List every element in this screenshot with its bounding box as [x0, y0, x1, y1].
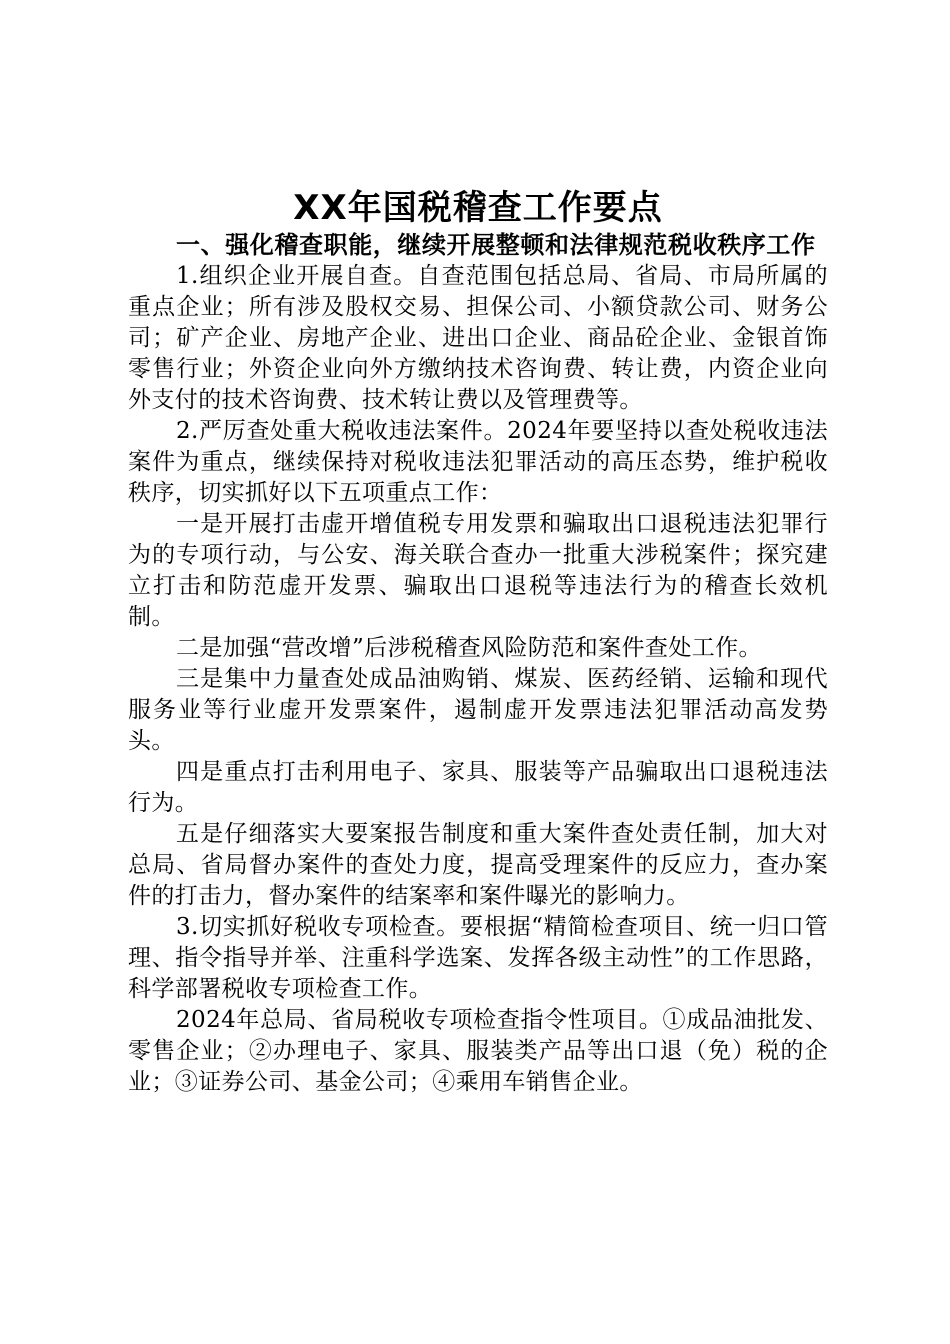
paragraph-task-three: 三是集中力量查处成品油购销、煤炭、医药经销、运输和现代服务业等行业虚开发票案件，遏制虚开发票违法犯罪活动高发势头。 — [128, 666, 828, 754]
paragraph-directive-items: 2024年总局、省局税收专项检查指令性项目。①成品油批发、零售企业；②办理电子、家具、服装类产品等出口退（免）税的企业；③证券公司、基金公司；④乘用车销售企业。 — [128, 1007, 828, 1095]
paragraph-task-five: 五是仔细落实大要案报告制度和重大案件查处责任制，加大对总局、省局督办案件的查处力度，提高受理案件的反应力，查办案件的打击力，督办案件的结案率和案件曝光的影响力。 — [128, 821, 828, 909]
paragraph-task-one: 一是开展打击虚开增值税专用发票和骗取出口退税违法犯罪行为的专项行动，与公安、海关联合查办一批重大涉税案件；探究建立打击和防范虚开发票、骗取出口退税等违法行为的稽查长效机制。 — [128, 511, 828, 630]
section-heading: 一、强化稽查职能，继续开展整顿和法律规范税收秩序工作 — [176, 231, 816, 259]
paragraph-self-inspection: 1.组织企业开展自查。自查范围包括总局、省局、市局所属的重点企业；所有涉及股权交易、担保公司、小额贷款公司、财务公司；矿产企业、房地产企业、进出口企业、商品砼企业、金银首饰零售行业；外资企业向外方缴纳技术咨询费、转让费，内资企业向外支付的技术咨询费、技术转让费以及管理费等。 — [128, 263, 828, 413]
paragraph-special-inspection: 3.切实抓好税收专项检查。要根据“精简检查项目、统一归口管理、指令指导并举、注重科学选案、发挥各级主动性”的工作思路，科学部署税收专项检查工作。 — [128, 914, 828, 1002]
document-title: XX年国税稽查工作要点 — [293, 188, 663, 228]
paragraph-task-two: 二是加强“营改增”后涉税稽查风险防范和案件查处工作。 — [176, 635, 762, 661]
paragraph-major-cases: 2.严厉查处重大税收违法案件。2024年要坚持以查处税收违法案件为重点，继续保持对税收违法犯罪活动的高压态势，维护税收秩序，切实抓好以下五项重点工作： — [128, 418, 828, 506]
document-body — [128, 186, 828, 1098]
paragraph-task-four: 四是重点打击利用电子、家具、服装等产品骗取出口退税违法行为。 — [128, 759, 828, 816]
